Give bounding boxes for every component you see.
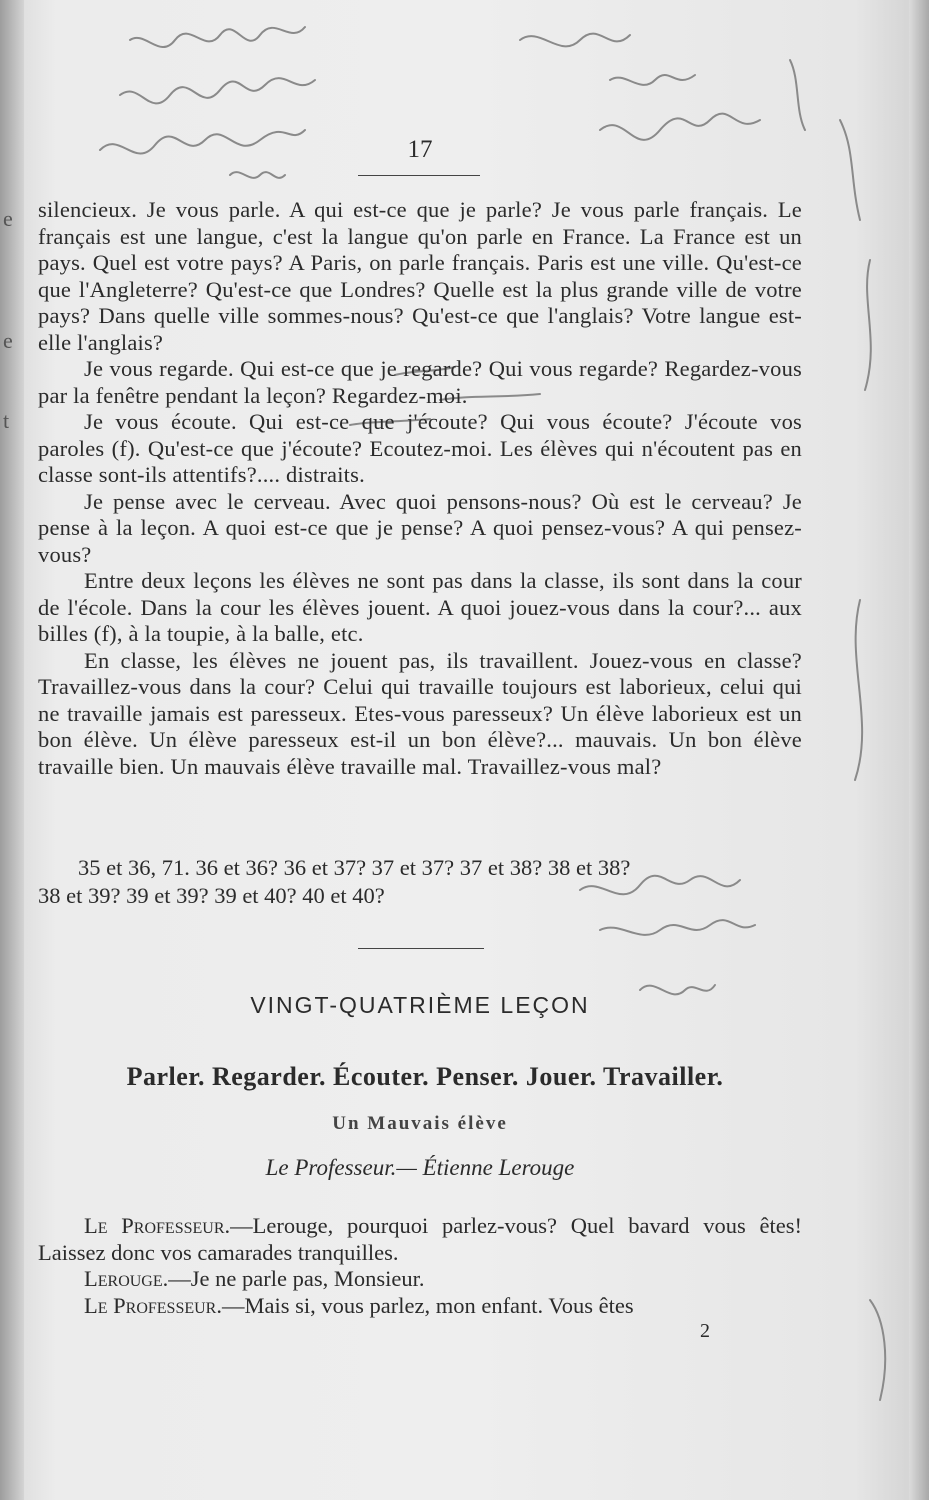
dialogue-line bbox=[38, 1266, 802, 1293]
gutter-letter: e bbox=[3, 328, 13, 353]
page-edge bbox=[909, 0, 929, 1500]
speaker: Le Professeur. bbox=[84, 1213, 231, 1238]
lesson-verbs: Parler. Regarder. Écouter. Penser. Jouer. Travailler. bbox=[126, 1062, 724, 1091]
speaker: Lerouge. bbox=[84, 1266, 169, 1291]
speaker: Le Professeur. bbox=[84, 1292, 222, 1318]
paragraph: Je vous regarde. Qui est-ce que je regarde? Qui vous regarde? Regardez-vous par la fenêtre pendant la leçon? Regardez-moi. bbox=[38, 356, 802, 408]
lesson-subtitle: Un Mauvais élève bbox=[332, 1113, 508, 1134]
page-number: 17 bbox=[407, 136, 433, 163]
dialogue-line bbox=[38, 1293, 802, 1320]
number-line: 35 et 36, 71. 36 et 36? 36 et 37? 37 et 37? 37 et 38? 38 et 38? bbox=[78, 855, 631, 880]
paragraph: Entre deux leçons les élèves ne sont pas dans la classe, ils sont dans la cour de l'école. Dans la cour les élèves jouent. A quoi jouez-vous dans la cour?... aux billes (f), à la toupie, à la balle, etc. bbox=[38, 568, 802, 646]
lesson-body-text bbox=[38, 197, 802, 780]
signature-mark: 2 bbox=[700, 1320, 710, 1342]
paragraph: En classe, les élèves ne jouent pas, ils travaillent. Jouez-vous en classe? Travaillez-vous dans la cour? Celui qui travaille toujours est laborieux, celui qui ne travaille jamais est paresseux. Etes-vous paresseux? Un élève laborieux est un bon élève. Un élève paresseux est-il un bon élève?... mauvais. Un bon élève travaille bien. Un mauvais élève travaille mal. Travaillez-vous mal? bbox=[38, 647, 802, 779]
lesson-title: VINGT-QUATRIÈME LEÇON bbox=[250, 992, 590, 1018]
gutter-letter: t bbox=[3, 408, 10, 433]
dialogue-text: —Je ne parle pas, Monsieur. bbox=[168, 1266, 425, 1291]
paragraph: silencieux. Je vous parle. A qui est-ce que je parle? Je vous parle français. Le français est une langue, c'est la langue qu'on parle en France. La France est un pays. Quel est votre pays? A Paris, on parle français. Paris est une ville. Qu'est-ce que l'Angleterre? Qu'est-ce que Londres? Quelle est la plus grande ville de votre pays? Dans quelle ville sommes-nous? Qu'est-ce que l'anglais? Votre langue est-elle l'anglais? bbox=[38, 197, 802, 355]
number-exercise bbox=[38, 854, 802, 910]
dialogue-text: —Lerouge, pourquoi parlez-vous? Quel bavard vous êtes! Laissez donc vos camarades tranquilles. bbox=[38, 1213, 803, 1265]
page-number-rule bbox=[358, 175, 480, 176]
dialogue-line bbox=[38, 1213, 802, 1266]
dialogue-text: —Mais si, vous parlez, mon enfant. Vous êtes bbox=[221, 1292, 634, 1318]
dialogue bbox=[38, 1213, 802, 1319]
page-gutter bbox=[0, 0, 24, 1500]
dialogue-characters: Le Professeur.— Étienne Lerouge bbox=[265, 1155, 575, 1180]
number-line: 38 et 39? 39 et 39? 39 et 40? 40 et 40? bbox=[38, 883, 385, 908]
paragraph: Je pense avec le cerveau. Avec quoi pensons-nous? Où est le cerveau? Je pense à la leçon. A quoi est-ce que je pense? A quoi pensez-vous? A qui pensez-vous? bbox=[38, 488, 802, 567]
gutter-letter: e bbox=[3, 206, 13, 231]
paragraph: Je vous écoute. Qui est-ce que j'écoute? Qui vous écoute? J'écoute vos paroles (f). Qu'est-ce que j'écoute? Ecoutez-moi. Les élèves qui n'écoutent pas en classe sont-ils attentifs?.... distraits. bbox=[38, 409, 802, 487]
section-divider bbox=[358, 948, 484, 949]
